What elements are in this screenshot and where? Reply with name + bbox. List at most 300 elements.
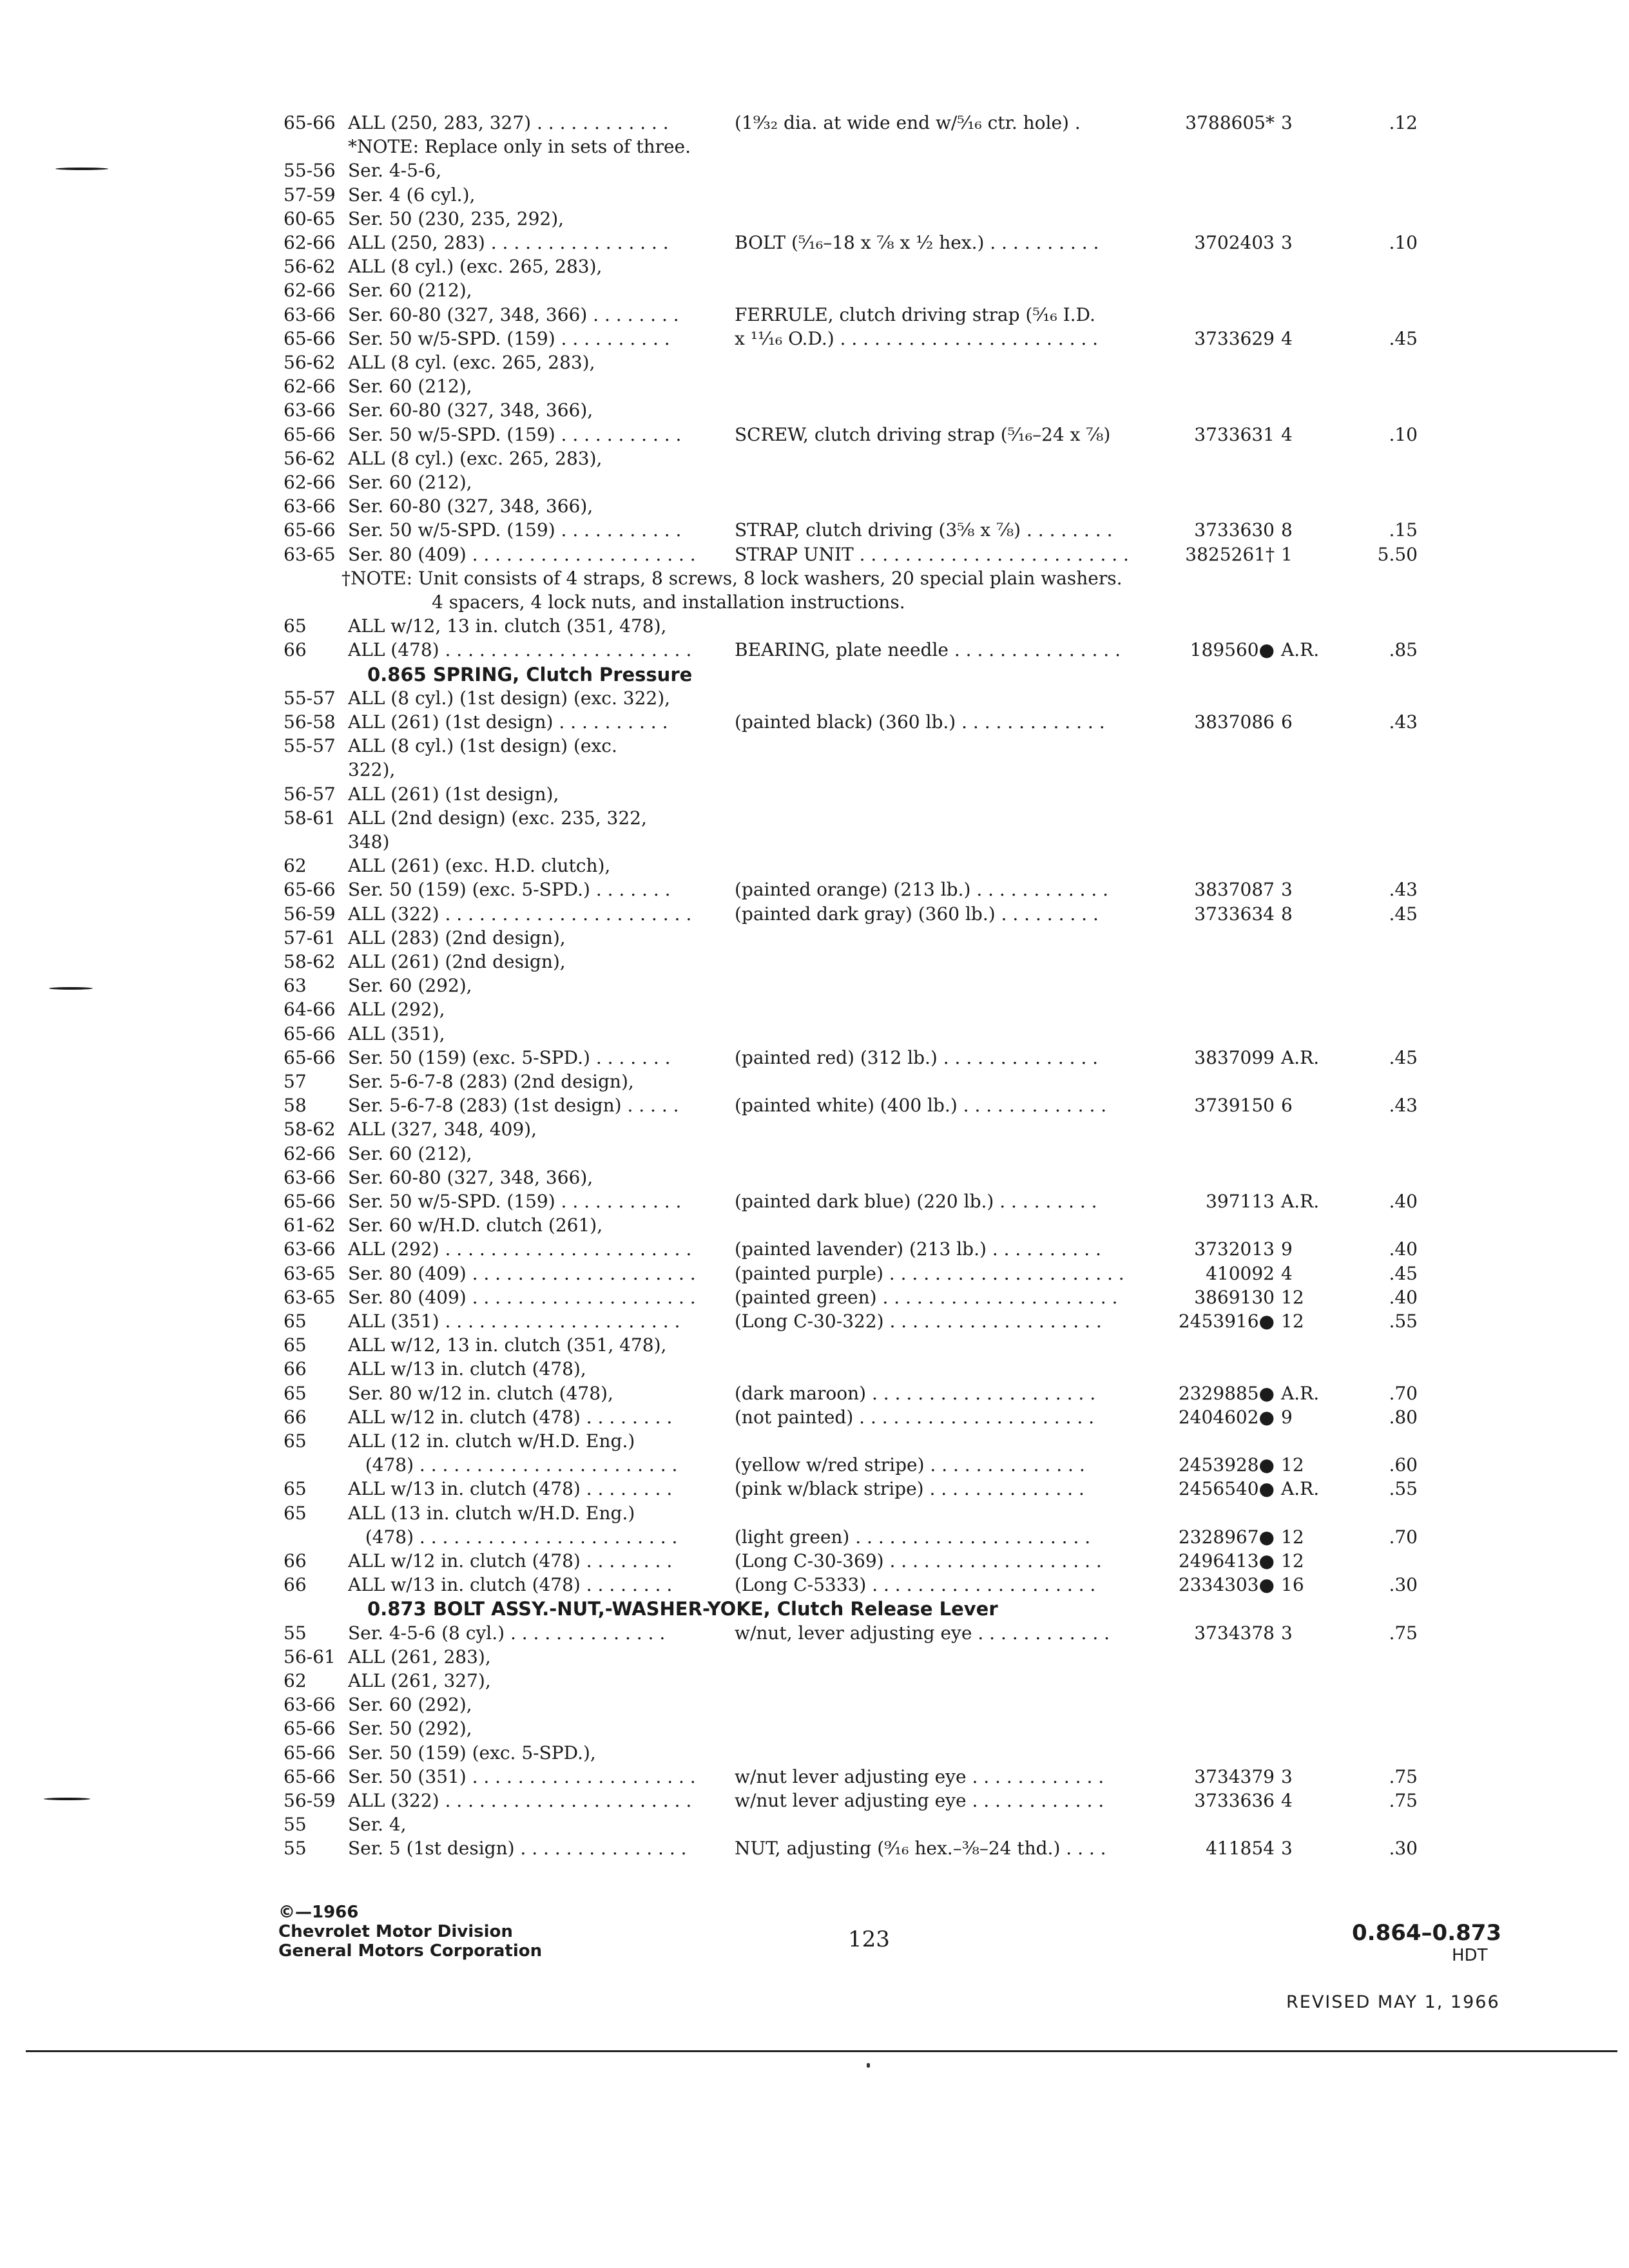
application: ALL (478) . . . . . . . . . . . . . . . . . . . . . . <box>348 639 692 661</box>
application: ALL (261, 327), <box>348 1670 491 1691</box>
listing-row <box>0 207 1629 231</box>
application: Ser. 50 (292), <box>348 1718 472 1740</box>
application: ALL w/13 in. clutch (478) . . . . . . . . <box>348 1478 673 1500</box>
listing-row <box>0 1381 1629 1406</box>
model-years: 63-66 <box>284 303 336 325</box>
quantity: 8 <box>1281 519 1293 541</box>
model-years: 65-66 <box>284 112 336 133</box>
listing-row <box>0 782 1629 807</box>
application: ALL (292), <box>348 999 445 1021</box>
application: Ser. 80 w/12 in. clutch (478), <box>348 1382 613 1404</box>
part-description: (dark maroon) . . . . . . . . . . . . . . . . . . . . <box>735 1382 1096 1404</box>
part-number: 2329885● <box>1178 1382 1275 1404</box>
application: Ser. 5-6-7-8 (283) (2nd design), <box>348 1071 634 1092</box>
price: .43 <box>1389 1095 1418 1117</box>
part-number: 2453916● <box>1178 1311 1275 1332</box>
listing-row <box>0 614 1629 639</box>
model-years: 56-59 <box>284 1790 336 1811</box>
price: .30 <box>1389 1838 1418 1860</box>
model-years: 55 <box>284 1814 307 1836</box>
listing-row <box>0 1309 1629 1334</box>
listing-row <box>0 1836 1629 1861</box>
model-years: 65-66 <box>284 327 336 349</box>
quantity: 12 <box>1281 1550 1304 1571</box>
application: ALL w/12, 13 in. clutch (351, 478), <box>348 615 667 637</box>
application: ALL (261) (2nd design), <box>348 951 566 972</box>
part-number: 2496413● <box>1178 1550 1275 1571</box>
application: Ser. 60-80 (327, 348, 366) . . . . . . . . <box>348 303 679 325</box>
quantity: 6 <box>1281 711 1293 733</box>
part-description: (1⁹⁄₃₂ dia. at wide end w/⁵⁄₁₆ ctr. hole) . <box>735 112 1081 133</box>
application: ALL w/12, 13 in. clutch (351, 478), <box>348 1334 667 1356</box>
part-description: (Long C-30-322) . . . . . . . . . . . . . . . . . . . <box>735 1311 1102 1332</box>
application: Ser. 60-80 (327, 348, 366), <box>348 1166 593 1188</box>
quantity: 9 <box>1281 1238 1293 1260</box>
application: Ser. 4-5-6, <box>348 160 442 182</box>
part-number: 189560● <box>1190 639 1275 661</box>
application: Ser. 50 (230, 235, 292), <box>348 207 564 229</box>
listing-row <box>0 543 1629 567</box>
model-years: 56-62 <box>284 256 336 278</box>
part-description: FERRULE, clutch driving strap (⁵⁄₁₆ I.D. <box>735 303 1095 325</box>
listing-row <box>0 1573 1629 1597</box>
part-description: w/nut lever adjusting eye . . . . . . . . . . . . <box>735 1790 1104 1811</box>
listing-row <box>0 1333 1629 1358</box>
model-years: 62 <box>284 1670 307 1691</box>
listing-row <box>0 758 1629 782</box>
application: Ser. 4, <box>348 1814 407 1836</box>
section-range: 0.864–0.873 <box>1352 1920 1502 1946</box>
application: (478) . . . . . . . . . . . . . . . . . . . . . . . <box>348 1454 678 1476</box>
application: 322), <box>348 759 396 781</box>
listing-row <box>0 494 1629 519</box>
speck-mark <box>867 2063 870 2068</box>
model-years: 60-65 <box>284 207 336 229</box>
bottom-rule <box>26 2050 1617 2052</box>
part-number: 3837099 <box>1194 1046 1275 1068</box>
quantity: 12 <box>1281 1286 1304 1308</box>
model-years: 63-65 <box>284 543 336 565</box>
price: .75 <box>1389 1765 1418 1787</box>
listing-row <box>0 734 1629 758</box>
application: ALL (261, 283), <box>348 1646 491 1667</box>
listing-row <box>0 470 1629 495</box>
listing-row <box>0 1166 1629 1190</box>
part-number: 2334303● <box>1178 1574 1275 1596</box>
application: Ser. 50 w/5-SPD. (159) . . . . . . . . . . . <box>348 423 682 445</box>
model-years: 65-66 <box>284 1765 336 1787</box>
application: Ser. 80 (409) . . . . . . . . . . . . . . . . . . . . <box>348 543 696 565</box>
quantity: 12 <box>1281 1311 1304 1332</box>
quantity: 3 <box>1281 879 1293 901</box>
model-years: 63-66 <box>284 399 336 421</box>
note-text: 4 spacers, 4 lock nuts, and installation instructions. <box>432 591 905 613</box>
application: ALL w/13 in. clutch (478), <box>348 1358 586 1380</box>
copyright: ©—1966 <box>278 1903 359 1922</box>
price: .75 <box>1389 1622 1418 1644</box>
quantity: 4 <box>1281 1790 1293 1811</box>
model-years: 63-65 <box>284 1262 336 1284</box>
listing-row <box>0 1645 1629 1669</box>
listing-row <box>0 974 1629 998</box>
part-description: (painted purple) . . . . . . . . . . . . . . . . . . . . . <box>735 1262 1124 1284</box>
listing-row <box>0 1549 1629 1573</box>
quantity: 4 <box>1281 327 1293 349</box>
model-years: 56-62 <box>284 447 336 469</box>
application: ALL w/12 in. clutch (478) . . . . . . . . <box>348 1406 673 1428</box>
application: ALL (12 in. clutch w/H.D. Eng.) <box>348 1430 635 1452</box>
note-line <box>0 135 1629 159</box>
note-line <box>0 590 1629 615</box>
part-description: (Long C-5333) . . . . . . . . . . . . . . . . . . . . <box>735 1574 1096 1596</box>
part-description: (painted lavender) (213 lb.) . . . . . . . . . . <box>735 1238 1101 1260</box>
price: .15 <box>1389 519 1418 541</box>
listing-row <box>0 1453 1629 1477</box>
model-years: 62-66 <box>284 1142 336 1164</box>
listing-row <box>0 159 1629 183</box>
model-years: 65 <box>284 1478 307 1500</box>
application: Ser. 4 (6 cyl.), <box>348 184 476 206</box>
application: Ser. 60 (212), <box>348 280 472 302</box>
listing-row <box>0 398 1629 423</box>
listing-row <box>0 1477 1629 1501</box>
model-years: 65-66 <box>284 1718 336 1740</box>
revised-date: REVISED MAY 1, 1966 <box>1286 1992 1500 2012</box>
part-description: BOLT (⁵⁄₁₆–18 x ⁷⁄₈ x ½ hex.) . . . . . . . . . . <box>735 232 1099 253</box>
application: ALL (8 cyl.) (1st design) (exc. <box>348 735 617 757</box>
listing-row <box>0 1789 1629 1813</box>
model-years: 65-66 <box>284 879 336 901</box>
model-years: 57 <box>284 1071 307 1092</box>
listing-row <box>0 638 1629 662</box>
listing-row <box>0 1812 1629 1837</box>
model-years: 57-61 <box>284 927 336 948</box>
part-description: BEARING, plate needle . . . . . . . . . . . . . . . <box>735 639 1121 661</box>
part-number: 3733631 <box>1194 423 1275 445</box>
price: .43 <box>1389 711 1418 733</box>
model-years: 58-62 <box>284 951 336 972</box>
model-years: 66 <box>284 1574 307 1596</box>
application: Ser. 60 (212), <box>348 1142 472 1164</box>
application: Ser. 80 (409) . . . . . . . . . . . . . . . . . . . . <box>348 1286 696 1308</box>
margin-mark <box>55 168 108 170</box>
application: ALL (13 in. clutch w/H.D. Eng.) <box>348 1502 635 1524</box>
application: Ser. 5 (1st design) . . . . . . . . . . . . . . . <box>348 1838 687 1860</box>
quantity: 3 <box>1281 1765 1293 1787</box>
application: 348) <box>348 831 390 852</box>
model-years: 58-61 <box>284 807 336 829</box>
price: 5.50 <box>1377 543 1418 565</box>
listing-row <box>0 854 1629 878</box>
model-years: 63-66 <box>284 1694 336 1716</box>
listing-row <box>0 686 1629 711</box>
model-years: 55-56 <box>284 160 336 182</box>
listing-row <box>0 830 1629 854</box>
margin-mark <box>44 1798 90 1800</box>
model-years: 65 <box>284 1311 307 1332</box>
model-years: 66 <box>284 1406 307 1428</box>
part-description: (painted dark gray) (360 lb.) . . . . . . . . . <box>735 903 1099 925</box>
part-number: 2456540● <box>1178 1478 1275 1500</box>
listing-row <box>0 1093 1629 1118</box>
listing-row <box>0 1070 1629 1094</box>
application: Ser. 4-5-6 (8 cyl.) . . . . . . . . . . . . . . <box>348 1622 666 1644</box>
part-number: 3869130 <box>1194 1286 1275 1308</box>
note-line <box>0 566 1629 591</box>
model-years: 63-66 <box>284 1166 336 1188</box>
part-description: (not painted) . . . . . . . . . . . . . . . . . . . . . <box>735 1406 1095 1428</box>
quantity: 16 <box>1281 1574 1304 1596</box>
model-years: 58 <box>284 1095 307 1117</box>
price: .45 <box>1389 1046 1418 1068</box>
application: ALL (322) . . . . . . . . . . . . . . . . . . . . . . <box>348 1790 692 1811</box>
model-years: 65 <box>284 1382 307 1404</box>
price: .12 <box>1389 112 1418 133</box>
model-years: 65-66 <box>284 1046 336 1068</box>
margin-mark <box>49 987 93 990</box>
model-years: 65 <box>284 1334 307 1356</box>
part-description: (painted white) (400 lb.) . . . . . . . . . . . . . <box>735 1095 1107 1117</box>
model-years: 62-66 <box>284 472 336 493</box>
application: ALL w/13 in. clutch (478) . . . . . . . . <box>348 1574 673 1596</box>
price: .45 <box>1389 903 1418 925</box>
listing-row <box>0 878 1629 902</box>
model-years: 62-66 <box>284 376 336 398</box>
part-number: 3788605* <box>1185 112 1275 133</box>
model-years: 65-66 <box>284 1742 336 1763</box>
price: .10 <box>1389 232 1418 253</box>
application: Ser. 50 (159) (exc. 5-SPD.) . . . . . . . <box>348 1046 671 1068</box>
model-years: 66 <box>284 1550 307 1571</box>
price: .10 <box>1389 423 1418 445</box>
model-years: 65-66 <box>284 1023 336 1044</box>
application: Ser. 50 (159) (exc. 5-SPD.) . . . . . . . <box>348 879 671 901</box>
price: .70 <box>1389 1526 1418 1548</box>
model-years: 65 <box>284 1430 307 1452</box>
price: .43 <box>1389 879 1418 901</box>
model-years: 64-66 <box>284 999 336 1021</box>
model-years: 58-62 <box>284 1119 336 1140</box>
quantity: 3 <box>1281 112 1293 133</box>
part-description: NUT, adjusting (⁹⁄₁₆ hex.–³⁄₈–24 thd.) . . . . <box>735 1838 1106 1860</box>
part-number: 3733634 <box>1194 903 1275 925</box>
application: (478) . . . . . . . . . . . . . . . . . . . . . . . <box>348 1526 678 1548</box>
part-number: 3732013 <box>1194 1238 1275 1260</box>
model-years: 62-66 <box>284 280 336 302</box>
section-code: HDT <box>1452 1946 1488 1965</box>
listing-row <box>0 1213 1629 1238</box>
application: Ser. 60-80 (327, 348, 366), <box>348 495 593 517</box>
application: Ser. 60 (292), <box>348 975 472 997</box>
listing-row <box>0 518 1629 543</box>
model-years: 63-65 <box>284 1286 336 1308</box>
quantity: 12 <box>1281 1526 1304 1548</box>
listing-row <box>0 710 1629 735</box>
part-number: 3702403 <box>1194 232 1275 253</box>
price: .45 <box>1389 1262 1418 1284</box>
application: ALL (283) (2nd design), <box>348 927 566 948</box>
section-title: 0.873 BOLT ASSY.-NUT,-WASHER-YOKE, Clutch Release Lever <box>367 1598 998 1620</box>
listing-row <box>0 231 1629 255</box>
application: Ser. 80 (409) . . . . . . . . . . . . . . . . . . . . <box>348 1262 696 1284</box>
quantity: 3 <box>1281 1622 1293 1644</box>
part-description: x ¹¹⁄₁₆ O.D.) . . . . . . . . . . . . . . . . . . . . . . . <box>735 327 1099 349</box>
application: Ser. 50 w/5-SPD. (159) . . . . . . . . . . <box>348 327 670 349</box>
model-years: 55 <box>284 1838 307 1860</box>
application: ALL (322) . . . . . . . . . . . . . . . . . . . . . . <box>348 903 692 925</box>
quantity: 6 <box>1281 1095 1293 1117</box>
model-years: 56-57 <box>284 783 336 805</box>
model-years: 55 <box>284 1622 307 1644</box>
listing-row <box>0 327 1629 351</box>
price: .75 <box>1389 1790 1418 1811</box>
price: .40 <box>1389 1286 1418 1308</box>
model-years: 61-62 <box>284 1215 336 1236</box>
part-description: (painted orange) (213 lb.) . . . . . . . . . . . . <box>735 879 1109 901</box>
listing-row <box>0 1189 1629 1214</box>
part-description: (painted dark blue) (220 lb.) . . . . . . . . . <box>735 1191 1097 1212</box>
model-years: 62 <box>284 855 307 877</box>
price: .55 <box>1389 1311 1418 1332</box>
application: ALL (250, 283, 327) . . . . . . . . . . . . <box>348 112 669 133</box>
listing-row <box>0 1741 1629 1765</box>
model-years: 57-59 <box>284 184 336 206</box>
listing-row <box>0 447 1629 471</box>
price: .60 <box>1389 1454 1418 1476</box>
listing-row <box>0 303 1629 327</box>
application: ALL (8 cyl. (exc. 265, 283), <box>348 352 595 373</box>
listing-row <box>0 1621 1629 1646</box>
application: Ser. 60 (212), <box>348 472 472 493</box>
application: Ser. 60 w/H.D. clutch (261), <box>348 1215 603 1236</box>
listing-row <box>0 1357 1629 1381</box>
part-description: w/nut lever adjusting eye . . . . . . . . . . . . <box>735 1765 1104 1787</box>
price: .40 <box>1389 1238 1418 1260</box>
model-years: 66 <box>284 639 307 661</box>
model-years: 65-66 <box>284 1191 336 1212</box>
application: ALL (261) (1st design), <box>348 783 559 805</box>
application: ALL (261) (exc. H.D. clutch), <box>348 855 611 877</box>
part-description: w/nut, lever adjusting eye . . . . . . . . . . . . <box>735 1622 1110 1644</box>
listing-row <box>0 1142 1629 1166</box>
listing-row <box>0 997 1629 1022</box>
listing-row <box>0 950 1629 974</box>
listing-row <box>0 926 1629 950</box>
section-title: 0.865 SPRING, Clutch Pressure <box>367 663 693 686</box>
model-years: 56-61 <box>284 1646 336 1667</box>
price: .45 <box>1389 327 1418 349</box>
application: Ser. 50 w/5-SPD. (159) . . . . . . . . . . . <box>348 1191 682 1212</box>
model-years: 56-62 <box>284 352 336 373</box>
part-number: 3734378 <box>1194 1622 1275 1644</box>
application: ALL (8 cyl.) (exc. 265, 283), <box>348 447 602 469</box>
listing-row <box>0 1501 1629 1526</box>
part-description: (painted green) . . . . . . . . . . . . . . . . . . . . . <box>735 1286 1118 1308</box>
part-number: 3733636 <box>1194 1790 1275 1811</box>
application: ALL (351) . . . . . . . . . . . . . . . . . . . . . <box>348 1311 680 1332</box>
part-number: 3734379 <box>1194 1765 1275 1787</box>
model-years: 56-59 <box>284 903 336 925</box>
model-years: 66 <box>284 1358 307 1380</box>
application: Ser. 50 (159) (exc. 5-SPD.), <box>348 1742 596 1763</box>
part-number: 3739150 <box>1194 1095 1275 1117</box>
corporation-name: General Motors Corporation <box>278 1941 543 1961</box>
application: ALL (250, 283) . . . . . . . . . . . . . . . . <box>348 232 669 253</box>
model-years: 55-57 <box>284 687 336 709</box>
application: Ser. 60 (292), <box>348 1694 472 1716</box>
listing-row <box>0 806 1629 831</box>
listing-row <box>0 183 1629 207</box>
listing-row <box>0 255 1629 279</box>
model-years: 62-66 <box>284 232 336 253</box>
quantity: 3 <box>1281 232 1293 253</box>
listing-row <box>0 278 1629 303</box>
model-years: 55-57 <box>284 735 336 757</box>
page-number: 123 <box>848 1927 890 1952</box>
price: .40 <box>1389 1191 1418 1212</box>
quantity: A.R. <box>1281 1046 1320 1068</box>
listing-row <box>0 1669 1629 1693</box>
listing-row <box>0 1429 1629 1454</box>
listing-row <box>0 351 1629 375</box>
listing-row <box>0 902 1629 927</box>
part-description: (light green) . . . . . . . . . . . . . . . . . . . . . <box>735 1526 1091 1548</box>
model-years: 63-66 <box>284 495 336 517</box>
quantity: 3 <box>1281 1838 1293 1860</box>
model-years: 65 <box>284 1502 307 1524</box>
part-description: SCREW, clutch driving strap (⁵⁄₁₆–24 x ⁷⁄₈) <box>735 423 1111 445</box>
application: ALL (2nd design) (exc. 235, 322, <box>348 807 647 829</box>
listing-row <box>0 1716 1629 1741</box>
application: ALL (8 cyl.) (1st design) (exc. 322), <box>348 687 671 709</box>
model-years: 65-66 <box>284 519 336 541</box>
quantity: 12 <box>1281 1454 1304 1476</box>
part-number: 3733630 <box>1194 519 1275 541</box>
listing-row <box>0 1285 1629 1310</box>
part-number: 2328967● <box>1178 1526 1275 1548</box>
section-heading <box>0 662 1629 687</box>
listing-row <box>0 111 1629 135</box>
listing-row <box>0 1046 1629 1070</box>
model-years: 63-66 <box>284 1238 336 1260</box>
division-name: Chevrolet Motor Division <box>278 1922 513 1941</box>
note-text: *NOTE: Replace only in sets of three. <box>348 136 691 158</box>
part-description: (Long C-30-369) . . . . . . . . . . . . . . . . . . . <box>735 1550 1102 1571</box>
part-number: 411854 <box>1206 1838 1275 1860</box>
part-description: (painted black) (360 lb.) . . . . . . . . . . . . . <box>735 711 1105 733</box>
quantity: 1 <box>1281 543 1293 565</box>
part-number: 397113 <box>1206 1191 1275 1212</box>
part-description: (pink w/black stripe) . . . . . . . . . . . . . . <box>735 1478 1084 1500</box>
application: ALL (8 cyl.) (exc. 265, 283), <box>348 256 602 278</box>
listing-row <box>0 1693 1629 1717</box>
application: Ser. 50 (351) . . . . . . . . . . . . . . . . . . . . <box>348 1765 696 1787</box>
quantity: A.R. <box>1281 1191 1320 1212</box>
price: .55 <box>1389 1478 1418 1500</box>
model-years: 65-66 <box>284 423 336 445</box>
price: .85 <box>1389 639 1418 661</box>
listing-row <box>0 1405 1629 1430</box>
part-number: 2404602● <box>1178 1406 1275 1428</box>
application: Ser. 60 (212), <box>348 376 472 398</box>
application: Ser. 5-6-7-8 (283) (1st design) . . . . . <box>348 1095 679 1117</box>
listing-row <box>0 1262 1629 1286</box>
listing-row <box>0 374 1629 399</box>
quantity: 8 <box>1281 903 1293 925</box>
part-number: 3825261† <box>1185 543 1275 565</box>
model-years: 56-58 <box>284 711 336 733</box>
part-number: 3837087 <box>1194 879 1275 901</box>
